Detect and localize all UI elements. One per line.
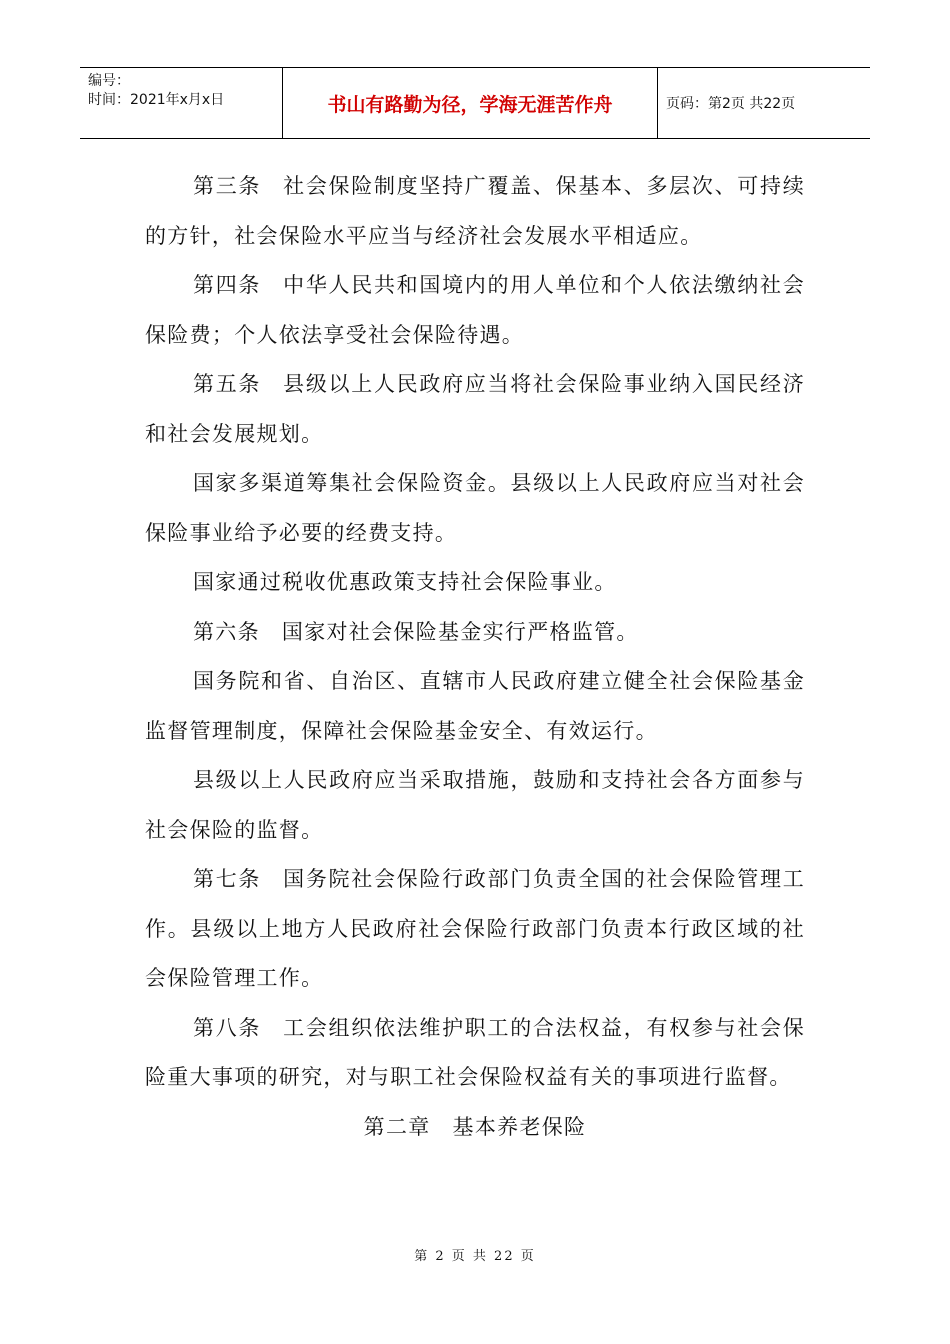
- paragraph: [145, 459, 805, 558]
- paragraph-text: 国家对社会保险基金实行严格监管。: [281, 619, 639, 644]
- time-label: 时间：2021年x月x日: [88, 92, 225, 108]
- paragraph-text: 国家多渠道筹集社会保险资金。县级以上人民政府应当对社会保险事业给予必要的经费支持。: [145, 471, 805, 545]
- paragraph: [145, 756, 805, 855]
- paragraph: [145, 558, 805, 608]
- paragraph: [145, 855, 805, 1004]
- paragraph-text: 社会保险制度坚持广覆盖、保基本、多层次、可持续的方针，社会保险水平应当与经济社会发展水平相适应。: [145, 174, 805, 248]
- header-motto: 书山有路勤为径，学海无涯苦作舟: [283, 68, 658, 138]
- paragraph: [145, 162, 805, 261]
- paragraph-text: 县级以上人民政府应当采取措施，鼓励和支持社会各方面参与社会保险的监督。: [145, 768, 805, 842]
- chapter-number: 第二章: [363, 1114, 431, 1139]
- article-label: 第六条: [193, 619, 260, 644]
- article-label: 第四条: [193, 273, 262, 297]
- paragraph-text: 工会组织依法维护职工的合法权益，有权参与社会保险重大事项的研究，对与职工社会保险权益有关的事项进行监督。: [145, 1015, 805, 1089]
- paragraph: [145, 360, 805, 459]
- page-footer: 第 2 页 共 22 页: [414, 1249, 536, 1264]
- paragraph-text: 县级以上人民政府应当将社会保险事业纳入国民经济和社会发展规划。: [145, 372, 805, 446]
- paragraph-text: 国务院社会保险行政部门负责全国的社会保险管理工作。县级以上地方人民政府社会保险行政部门负责本行政区域的社会保险管理工作。: [145, 867, 805, 990]
- paragraph-text: 国务院和省、自治区、直辖市人民政府建立健全社会保险基金监督管理制度，保障社会保险基金安全、有效运行。: [145, 669, 805, 743]
- number-label: 编号：: [88, 73, 130, 89]
- page-header: [80, 67, 870, 139]
- article-label: 第七条: [193, 867, 262, 891]
- paragraph-text: 中华人民共和国境内的用人单位和个人依法缴纳社会保险费；个人依法享受社会保险待遇。: [145, 273, 805, 347]
- paragraph: [145, 261, 805, 360]
- article-label: 第三条: [193, 174, 262, 198]
- paragraph: [145, 608, 805, 658]
- paragraph: [145, 657, 805, 756]
- article-label: 第五条: [193, 372, 262, 396]
- article-label: 第八条: [193, 1015, 262, 1040]
- chapter-heading: [145, 1103, 805, 1153]
- header-page-code: 页码：第2页 共22页: [666, 96, 796, 112]
- document-body: [145, 162, 805, 1152]
- paragraph: [145, 1004, 805, 1103]
- paragraph-text: 国家通过税收优惠政策支持社会保险事业。: [193, 570, 617, 594]
- header-meta: [80, 68, 283, 138]
- chapter-title: 基本养老保险: [452, 1114, 587, 1139]
